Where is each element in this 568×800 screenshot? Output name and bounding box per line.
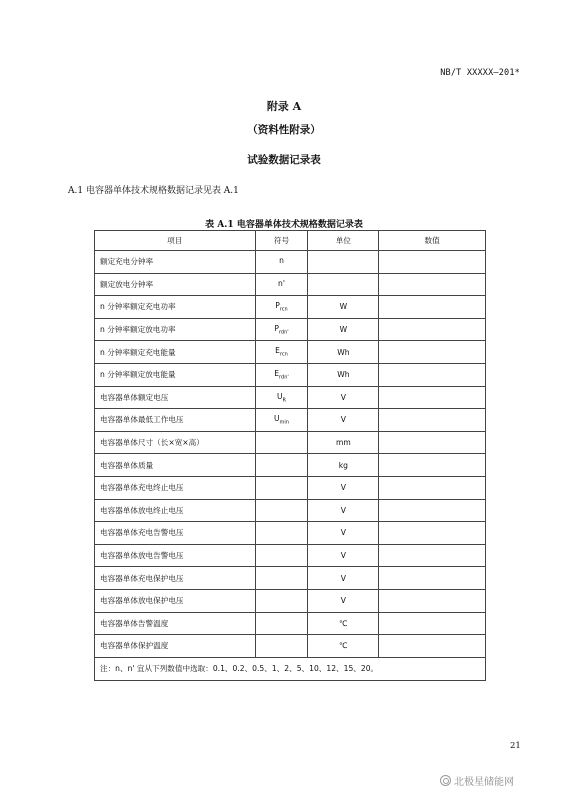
cell-symbol xyxy=(255,341,308,364)
cell-item: 电容器单体放电终止电压 xyxy=(95,499,256,522)
cell-item: 电容器单体放电保护电压 xyxy=(95,589,256,612)
watermark-text: 北极星储能网 xyxy=(454,777,514,788)
cell-symbol xyxy=(255,499,308,522)
appendix-subtitle: （资料性附录） xyxy=(247,124,321,136)
cell-unit: ℃ xyxy=(308,612,379,635)
table-caption: 表 A.1 电容器单体技术规格数据记录表 xyxy=(205,220,363,230)
symbol-main: E xyxy=(275,346,280,356)
cell-unit: V xyxy=(308,386,379,409)
table-note: 注：n、n' 宜从下列数值中选取：0.1、0.2、0.5、1、2、5、10、12、15、20。 xyxy=(95,657,486,680)
table-row xyxy=(95,567,486,590)
table-row xyxy=(95,386,486,409)
symbol-main: n' xyxy=(278,278,285,288)
cell-value[interactable] xyxy=(379,409,486,432)
table-row xyxy=(95,635,486,658)
cell-unit: V xyxy=(308,567,379,590)
cell-symbol xyxy=(255,251,308,274)
cell-item: 电容器单体充电终止电压 xyxy=(95,476,256,499)
symbol-main: U xyxy=(276,391,283,401)
cell-symbol xyxy=(255,589,308,612)
cell-unit: V xyxy=(308,522,379,545)
cell-unit: W xyxy=(308,318,379,341)
intro-text: A.1 电容器单体技术规格数据记录见表 A.1 xyxy=(68,186,239,196)
cell-unit: V xyxy=(308,476,379,499)
cell-value[interactable] xyxy=(379,454,486,477)
cell-value[interactable] xyxy=(379,635,486,658)
cell-symbol xyxy=(255,296,308,319)
cell-unit: ℃ xyxy=(308,635,379,658)
cell-item: 电容器单体最低工作电压 xyxy=(95,409,256,432)
table-header-row xyxy=(95,231,486,251)
table-row xyxy=(95,476,486,499)
cell-unit: V xyxy=(308,589,379,612)
cell-value[interactable] xyxy=(379,476,486,499)
cell-symbol xyxy=(255,318,308,341)
symbol-subscript: rdn' xyxy=(279,374,289,381)
table-row xyxy=(95,612,486,635)
cell-value[interactable] xyxy=(379,318,486,341)
cell-symbol xyxy=(255,409,308,432)
cell-symbol xyxy=(255,273,308,296)
cell-item: 电容器单体保护温度 xyxy=(95,635,256,658)
section-title: 试验数据记录表 xyxy=(247,154,321,166)
cell-value[interactable] xyxy=(379,341,486,364)
cell-item: 电容器单体额定电压 xyxy=(95,386,256,409)
cell-item: n 分钟率额定充电能量 xyxy=(95,341,256,364)
cell-symbol xyxy=(255,544,308,567)
symbol-subscript: rcn xyxy=(279,351,288,358)
cell-unit xyxy=(308,251,379,274)
cell-symbol xyxy=(255,567,308,590)
appendix-title: 附录 A xyxy=(266,100,302,113)
cell-value[interactable] xyxy=(379,522,486,545)
cell-item: 电容器单体充电保护电压 xyxy=(95,567,256,590)
cell-value[interactable] xyxy=(379,386,486,409)
table-row xyxy=(95,296,486,319)
table-row xyxy=(95,341,486,364)
symbol-subscript: rcn xyxy=(279,306,288,313)
symbol-main: n xyxy=(279,256,284,266)
cell-item: n 分钟率额定放电能量 xyxy=(95,363,256,386)
cell-unit: W xyxy=(308,296,379,319)
wechat-icon xyxy=(440,775,451,786)
header-unit: 单位 xyxy=(308,231,379,251)
table-row xyxy=(95,273,486,296)
cell-value[interactable] xyxy=(379,499,486,522)
cell-symbol xyxy=(255,431,308,454)
table-row xyxy=(95,363,486,386)
cell-item: 电容器单体放电告警电压 xyxy=(95,544,256,567)
cell-unit: Wh xyxy=(308,363,379,386)
cell-value[interactable] xyxy=(379,589,486,612)
cell-unit: mm xyxy=(308,431,379,454)
symbol-main: E xyxy=(274,369,280,378)
header-value: 数值 xyxy=(379,231,486,251)
cell-symbol xyxy=(255,363,308,386)
cell-item: 电容器单体尺寸（长×宽×高） xyxy=(95,431,256,454)
cell-item: 电容器单体质量 xyxy=(95,454,256,477)
symbol-main: P xyxy=(274,323,279,333)
cell-value[interactable] xyxy=(379,431,486,454)
table-row xyxy=(95,409,486,432)
spec-table xyxy=(94,230,486,681)
header-item: 项目 xyxy=(95,231,256,251)
cell-item: n 分钟率额定充电功率 xyxy=(95,296,256,319)
table-row xyxy=(95,544,486,567)
cell-value[interactable] xyxy=(379,251,486,274)
table-note-row xyxy=(95,657,486,680)
cell-unit: V xyxy=(308,499,379,522)
cell-unit: kg xyxy=(308,454,379,477)
cell-unit: V xyxy=(308,544,379,567)
symbol-main: U xyxy=(273,414,280,424)
cell-value[interactable] xyxy=(379,296,486,319)
cell-value[interactable] xyxy=(379,273,486,296)
watermark xyxy=(440,773,514,788)
symbol-main: P xyxy=(275,301,280,311)
cell-symbol xyxy=(255,454,308,477)
standard-code: NB/T XXXXX—201* xyxy=(440,68,520,78)
cell-value[interactable] xyxy=(379,567,486,590)
cell-symbol xyxy=(255,476,308,499)
cell-item: 电容器单体告警温度 xyxy=(95,612,256,635)
symbol-subscript: R xyxy=(282,397,286,404)
table-row xyxy=(95,589,486,612)
page-number: 21 xyxy=(510,741,521,751)
table-row xyxy=(95,251,486,274)
cell-unit: Wh xyxy=(308,341,379,364)
table-row xyxy=(95,318,486,341)
cell-value[interactable] xyxy=(379,612,486,635)
table-row xyxy=(95,454,486,477)
cell-item: 电容器单体充电告警电压 xyxy=(95,522,256,545)
symbol-subscript: rdn' xyxy=(278,329,289,336)
cell-symbol xyxy=(255,635,308,658)
cell-item: n 分钟率额定放电功率 xyxy=(95,318,256,341)
table-row xyxy=(95,522,486,545)
cell-unit: V xyxy=(308,409,379,432)
cell-unit xyxy=(308,273,379,296)
cell-symbol xyxy=(255,612,308,635)
header-symbol: 符号 xyxy=(255,231,308,251)
cell-symbol xyxy=(255,386,308,409)
cell-symbol xyxy=(255,522,308,545)
symbol-subscript: min xyxy=(279,419,289,426)
cell-value[interactable] xyxy=(379,544,486,567)
cell-value[interactable] xyxy=(379,363,486,386)
cell-item: 额定放电分钟率 xyxy=(95,273,256,296)
cell-item: 额定充电分钟率 xyxy=(95,251,256,274)
table-row xyxy=(95,499,486,522)
table-row xyxy=(95,431,486,454)
